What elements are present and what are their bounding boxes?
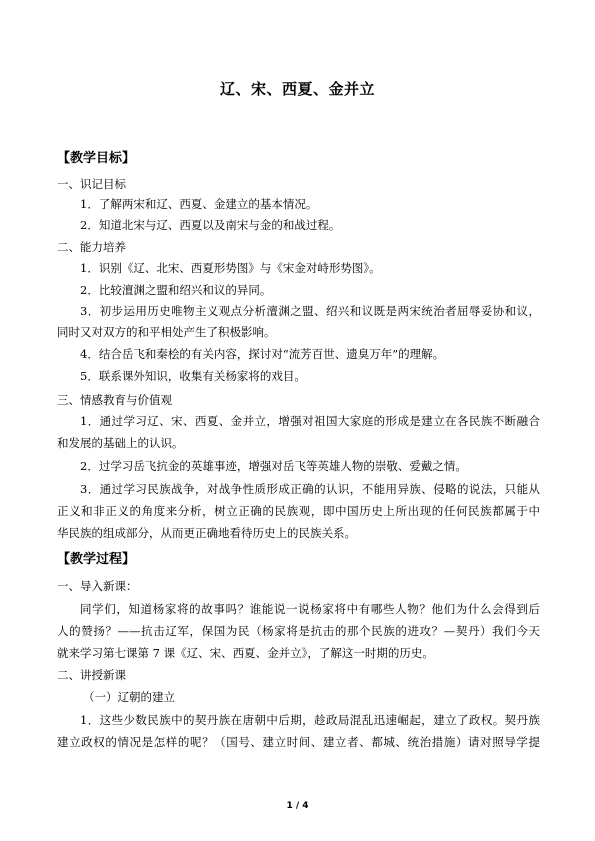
goal-item: 2．过学习岳飞抗金的英雄事迹，增强对岳飞等英雄人物的崇敬、爱戴之情。: [80, 459, 467, 473]
goal-item: 2．比较澶渊之盟和绍兴和议的异同。: [80, 283, 272, 297]
goal-section-2: 二、能力培养: [57, 240, 126, 254]
process-section-2: 二、讲授新课: [57, 668, 126, 682]
goal-section-3: 三、情感教育与价值观: [57, 393, 172, 407]
goal-item-continued: 同时又对双方的和平相处产生了积极影响。: [57, 325, 276, 339]
goal-item: 3．初步运用历史唯物主义观点分析澶渊之盟、绍兴和议既是两宋统治者屈辱妥协和议，: [80, 304, 540, 318]
goal-item-continued: 华民族的组成部分，从而更正确地看待历史上的民族关系。: [57, 526, 356, 540]
goal-item: 4．结合岳飞和秦桧的有关内容，探讨对“流芳百世、遗臭万年”的理解。: [80, 347, 445, 361]
goal-item: 1．识别《辽、北宋、西夏形势图》与《宋金对峙形势图》。: [80, 261, 381, 275]
process-paragraph-continued: 建立政权的情况是怎样的呢？（国号、建立时间、建立者、都城、统治措施）请对照导学提: [57, 735, 540, 749]
goal-item: 3．通过学习民族战争，对战争性质形成正确的认识，不能用异族、侵略的说法，只能从: [80, 482, 540, 496]
goal-section-1: 一、识记目标: [57, 177, 126, 191]
goal-item-continued: 和发展的基础上的认识。: [57, 436, 184, 450]
goal-item: 1．通过学习辽、宋、西夏、金并立，增强对祖国大家庭的形成是建立在各民族不断融合: [80, 414, 540, 428]
section-heading-goals: 【教学目标】: [57, 151, 136, 166]
section-heading-process: 【教学过程】: [57, 552, 136, 567]
page-number: 1 / 4: [286, 801, 309, 811]
process-paragraph: 同学们，知道杨家将的故事吗？谁能说一说杨家将中有哪些人物？他们为什么会得到后: [80, 602, 540, 616]
process-paragraph-continued: 人的赞扬？——抗击辽军，保国为民（杨家将是抗击的那个民族的进攻？—契丹）我们今天: [57, 624, 540, 638]
process-subsection: （一）辽朝的建立: [83, 690, 175, 704]
goal-item-continued: 正义和非正义的角度来分析，树立正确的民族观，即中国历史上所出现的任何民族都属于中: [57, 504, 540, 518]
document-title: 辽、宋、西夏、金并立: [219, 80, 375, 98]
goal-item: 1．了解两宋和辽、西夏、金建立的基本情况。: [80, 197, 318, 211]
process-paragraph: 1．这些少数民族中的契丹族在唐朝中后期，趁政局混乱迅速崛起，建立了政权。契丹族: [80, 713, 540, 727]
process-paragraph-continued: 就来学习第七课第 7 课《辽、宋、西夏、金并立》，了解这一时期的历史。: [57, 646, 434, 660]
process-section-1: 一、导入新课：: [57, 579, 138, 593]
goal-item: 2．知道北宋与辽、西夏以及南宋与金的和战过程。: [80, 218, 341, 232]
goal-item: 5．联系课外知识，收集有关杨家将的戏目。: [80, 369, 306, 383]
